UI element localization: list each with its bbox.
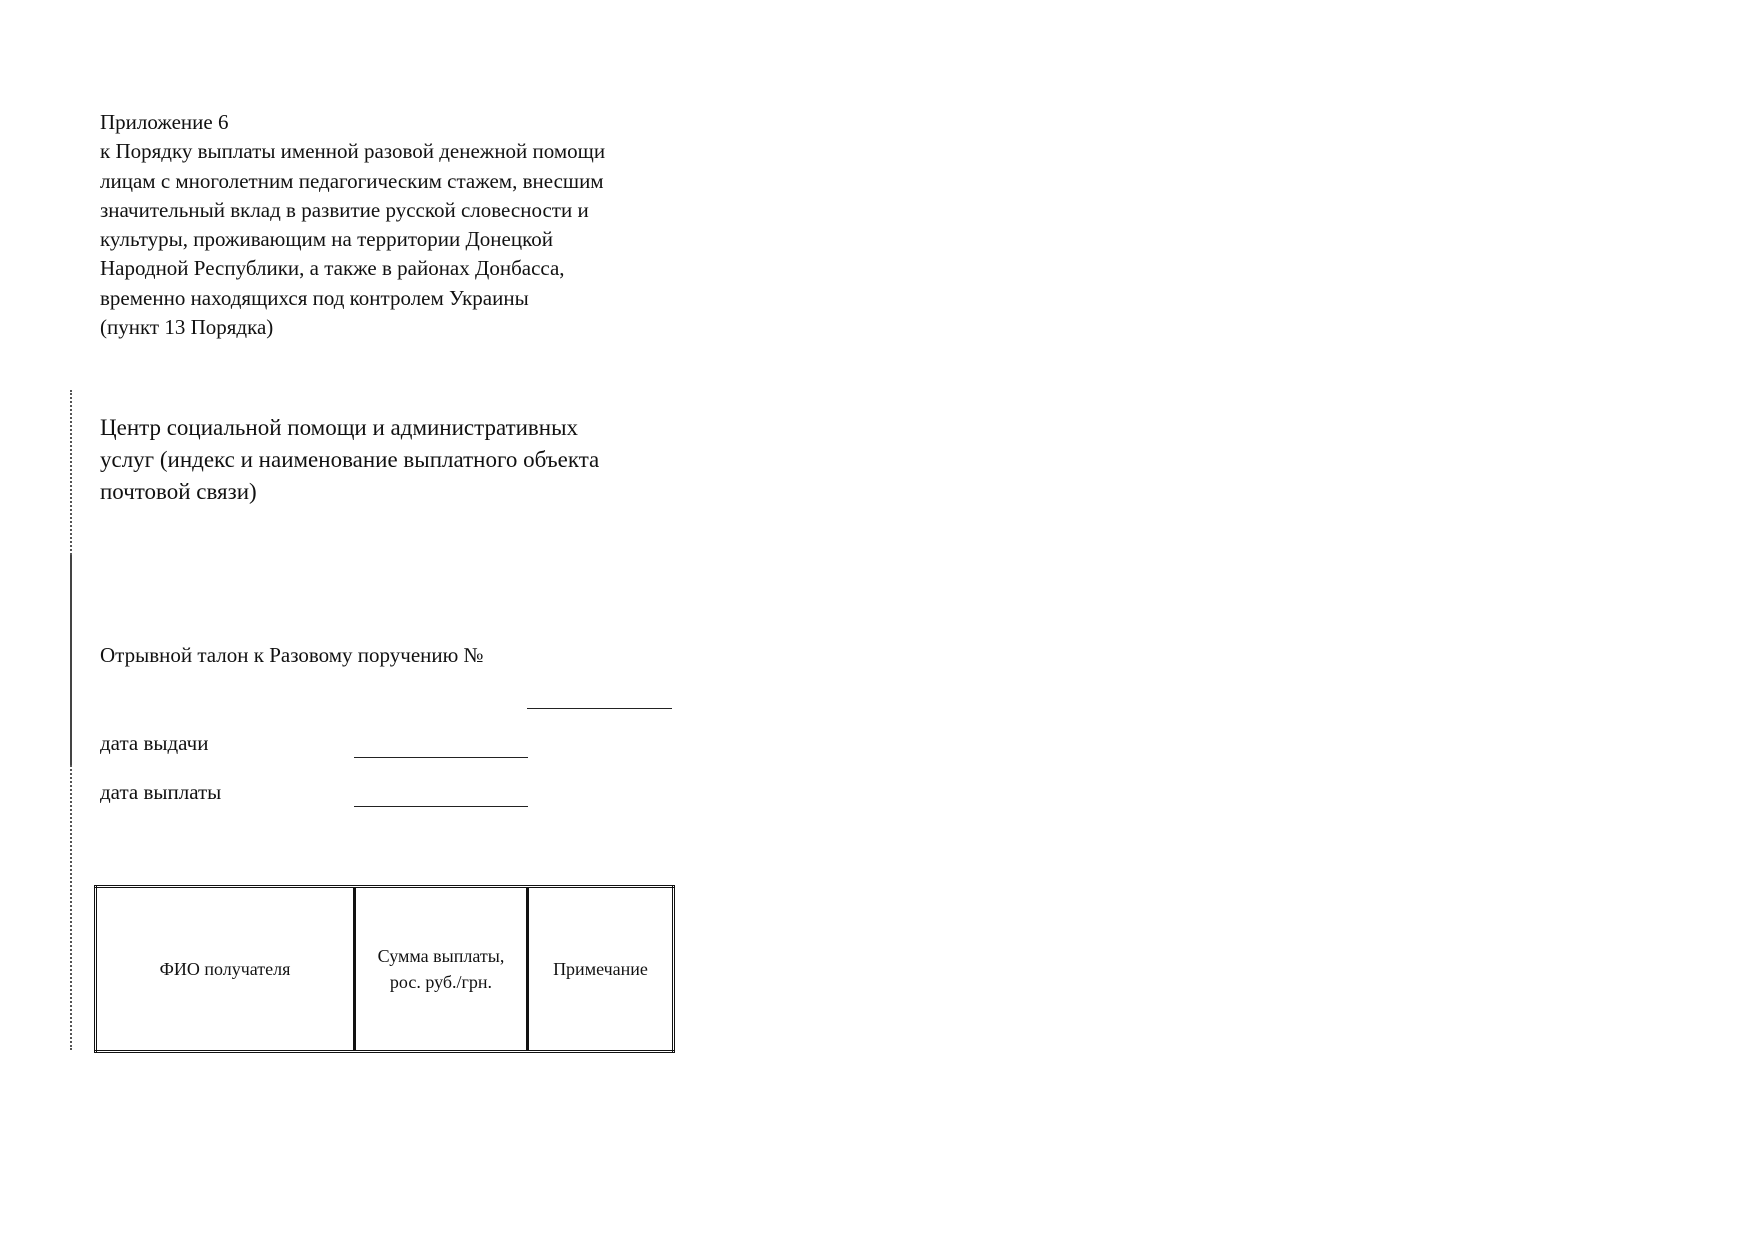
payment-date-label: дата выплаты [100,780,222,804]
issue-date-label: дата выдачи [100,731,209,755]
appendix-line: значительный вклад в развитие русской словесности и [100,197,589,222]
table-header-row [96,887,674,1052]
coupon-title: Отрывной талон к Разовому поручению № [100,643,484,667]
tear-off-line [70,390,72,1050]
appendix-line: (пункт 13 Порядка) [100,315,274,340]
appendix-header [100,108,700,342]
organization-line: услуг (индекс и наименование выплатного объекта [100,447,600,472]
header-amount-line1: Сумма выплаты, [377,946,505,966]
organization-line: почтовой связи) [100,479,257,504]
header-note [528,887,674,1052]
payment-table-wrapper [94,885,672,1053]
appendix-line: временно находящихся под контролем Украины [100,285,529,310]
header-recipient-name [96,887,355,1052]
issue-date-field[interactable] [354,757,528,758]
header-amount-line2: рос. руб./грн. [389,972,493,992]
payment-date-field[interactable] [354,806,528,807]
appendix-title: Приложение 6 [100,110,229,134]
organization-block [100,412,700,508]
tear-off-line-solid-segment [70,555,72,765]
appendix-line: Народной Республики, а также в районах Донбасса, [100,256,565,281]
coupon-number-field[interactable] [527,708,672,709]
appendix-line: лицам с многолетним педагогическим стажем, внесшим [100,168,604,193]
organization-line: Центр социальной помощи и административных [100,415,579,440]
appendix-line: культуры, проживающим на территории Донецкой [100,227,553,252]
appendix-line: к Порядку выплаты именной разовой денежной помощи [100,139,606,164]
header-payment-amount [355,887,528,1052]
header-recipient-text: ФИО получателя [159,959,291,979]
payment-table [94,885,675,1053]
header-note-text: Примечание [553,959,648,979]
